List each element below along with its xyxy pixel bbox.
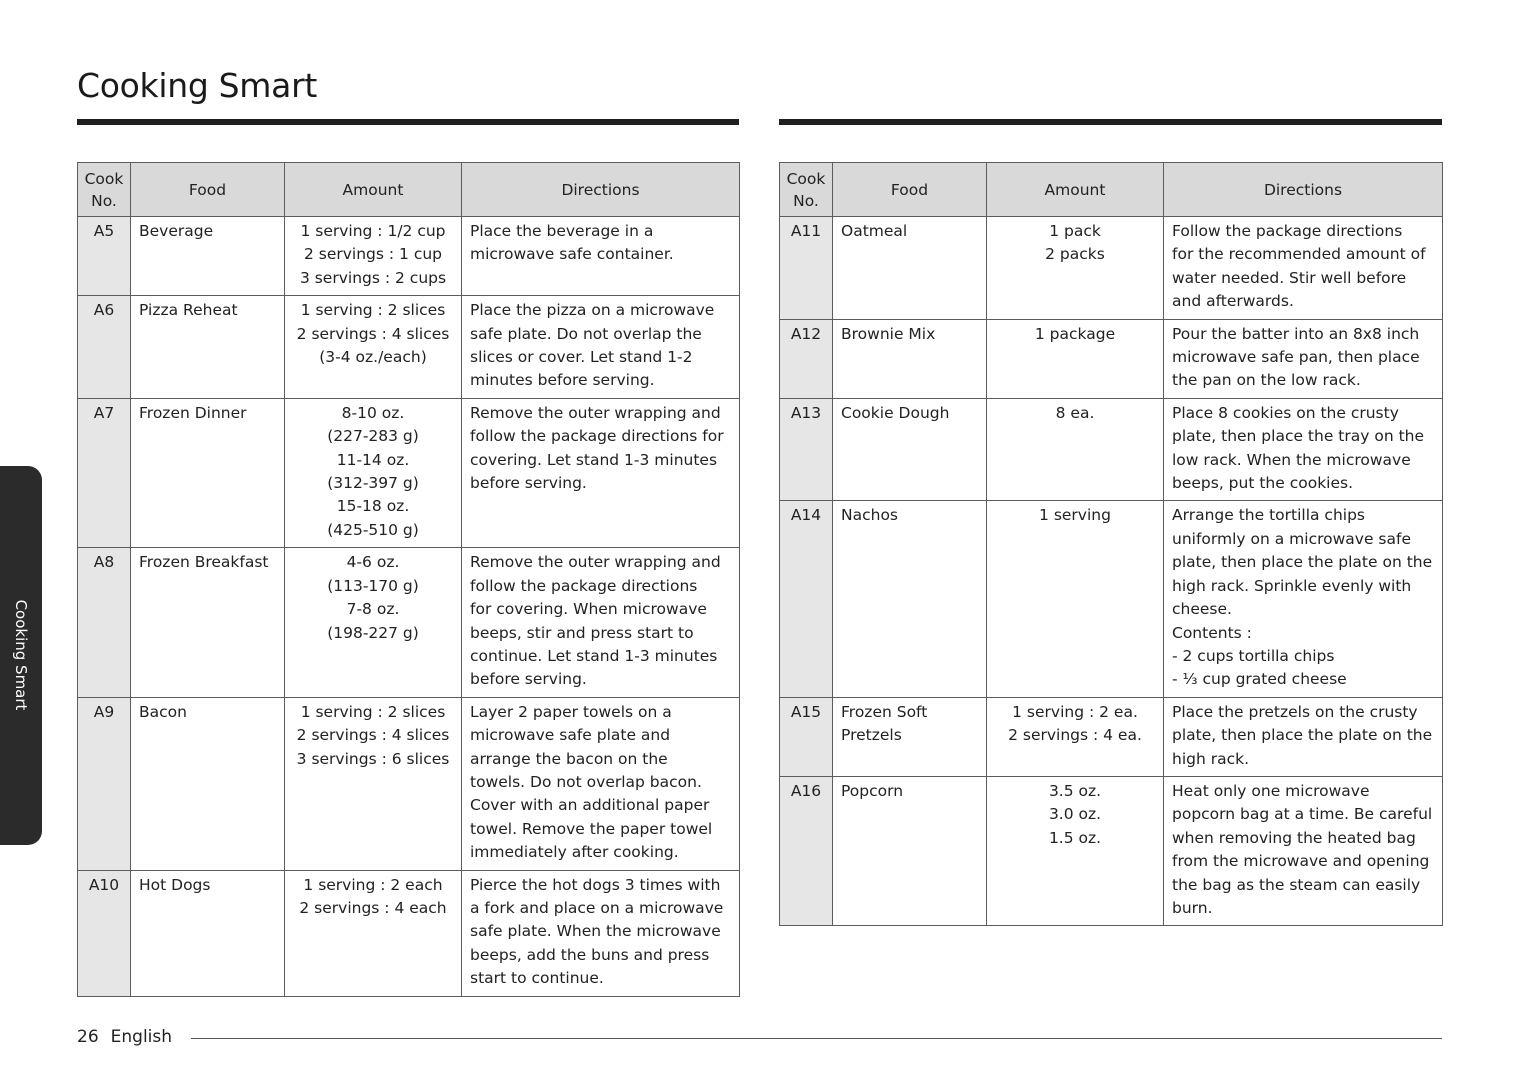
food-directions-line: uniformly on a microwave safe bbox=[1172, 529, 1411, 548]
food-directions-line: covering. Let stand 1-3 minutes bbox=[470, 450, 718, 469]
food-directions-line: Follow the package directions bbox=[1172, 222, 1403, 240]
food-directions bbox=[1164, 776, 1443, 925]
footer-language: English bbox=[110, 1027, 173, 1047]
food-amount-line: 1 serving : 2 ea. bbox=[1012, 702, 1138, 721]
food-name bbox=[833, 398, 987, 501]
food-directions-line: beeps, add the buns and press bbox=[470, 945, 710, 964]
food-directions-line: Arrange the tortilla chips bbox=[1172, 506, 1365, 525]
food-amount-line: 1.5 oz. bbox=[1048, 828, 1102, 847]
food-directions-line: towels. Do not overlap bacon. bbox=[470, 772, 702, 791]
food-amount-line: (3-4 oz./each) bbox=[319, 348, 427, 367]
page-number: 26 bbox=[77, 1027, 99, 1047]
food-amount-line: (425-510 g) bbox=[327, 520, 419, 539]
food-directions-line: cheese. bbox=[1172, 600, 1232, 619]
food-amount-line: 1 serving bbox=[1039, 506, 1111, 525]
food-amount bbox=[285, 398, 462, 547]
table-row bbox=[78, 217, 740, 296]
food-amount bbox=[285, 697, 462, 870]
food-amount-line: 3.5 oz. bbox=[1048, 781, 1102, 800]
food-amount bbox=[987, 398, 1164, 501]
food-amount-line: 2 servings : 4 slices bbox=[296, 324, 450, 343]
food-amount-line: 4-6 oz. bbox=[346, 553, 400, 572]
food-directions-line: before serving. bbox=[470, 670, 587, 689]
food-name bbox=[131, 548, 285, 697]
food-directions-line: burn. bbox=[1172, 898, 1213, 917]
header-directions: Directions bbox=[462, 163, 740, 217]
food-directions-line: towel. Remove the paper towel bbox=[470, 819, 713, 838]
food-directions bbox=[1164, 697, 1443, 776]
header-amount: Amount bbox=[285, 163, 462, 217]
food-directions bbox=[462, 697, 740, 870]
food-name-line: Beverage bbox=[139, 222, 214, 240]
food-amount-line: (113-170 g) bbox=[327, 576, 419, 595]
food-directions-line: Layer 2 paper towels on a bbox=[470, 702, 672, 721]
header-food: Food bbox=[833, 163, 987, 217]
table-row bbox=[78, 398, 740, 547]
food-amount-line: 1 serving : 2 slices bbox=[300, 702, 446, 721]
food-directions-line: - ⅓ cup grated cheese bbox=[1172, 670, 1347, 689]
food-directions-line: Cover with an additional paper bbox=[470, 796, 710, 815]
food-directions-line: Pierce the hot dogs 3 times with bbox=[470, 875, 721, 894]
cooking-table-right bbox=[779, 162, 1443, 926]
food-directions bbox=[1164, 319, 1443, 398]
side-section-tab-label: Cooking Smart bbox=[12, 599, 30, 711]
title-rule-left bbox=[77, 119, 739, 125]
food-amount-line: 1 serving : 2 slices bbox=[300, 301, 446, 320]
food-name bbox=[833, 697, 987, 776]
food-directions-line: safe plate. When the microwave bbox=[470, 922, 721, 941]
food-amount-line: 7-8 oz. bbox=[346, 600, 400, 619]
cook-number: A15 bbox=[780, 697, 833, 776]
food-directions-line: Remove the outer wrapping and bbox=[470, 553, 721, 572]
food-amount-line: 2 servings : 4 ea. bbox=[1008, 726, 1142, 745]
food-name-line: Bacon bbox=[139, 702, 187, 721]
food-amount-line: 15-18 oz. bbox=[336, 497, 410, 516]
food-name bbox=[131, 296, 285, 399]
food-name bbox=[833, 217, 987, 320]
food-amount-line: 2 packs bbox=[1045, 245, 1105, 264]
food-amount-line: 2 servings : 4 each bbox=[299, 898, 447, 917]
food-amount-line: 1 pack bbox=[1049, 222, 1101, 240]
food-directions-line: water needed. Stir well before bbox=[1172, 268, 1407, 287]
food-directions-line: beeps, stir and press start to bbox=[470, 623, 694, 642]
food-name-line: Hot Dogs bbox=[139, 875, 211, 894]
food-directions-line: arrange the bacon on the bbox=[470, 749, 668, 768]
cook-number: A10 bbox=[78, 870, 131, 996]
food-amount bbox=[987, 697, 1164, 776]
food-directions-line: plate, then place the tray on the bbox=[1172, 427, 1425, 446]
food-directions-line: microwave safe plate and bbox=[470, 726, 671, 745]
food-name-line: Frozen Breakfast bbox=[139, 553, 269, 572]
food-directions-line: for covering. When microwave bbox=[470, 600, 707, 619]
food-name bbox=[131, 217, 285, 296]
food-name-line: Cookie Dough bbox=[841, 403, 950, 422]
table-row bbox=[780, 697, 1443, 776]
page-footer bbox=[77, 1027, 172, 1047]
table-row bbox=[780, 217, 1443, 320]
food-directions bbox=[462, 548, 740, 697]
food-directions-line: the pan on the low rack. bbox=[1172, 371, 1361, 390]
food-directions-line: follow the package directions for bbox=[470, 427, 724, 446]
food-directions-line: beeps, put the cookies. bbox=[1172, 474, 1354, 493]
food-amount-line: 1 serving : 1/2 cup bbox=[300, 222, 446, 240]
table-row bbox=[78, 548, 740, 697]
food-amount-line: 3 servings : 6 slices bbox=[296, 749, 450, 768]
food-amount bbox=[987, 501, 1164, 697]
food-amount-line: (227-283 g) bbox=[327, 427, 419, 446]
food-amount bbox=[285, 548, 462, 697]
food-directions bbox=[1164, 217, 1443, 320]
table-header-row bbox=[780, 163, 1443, 217]
cook-number: A14 bbox=[780, 501, 833, 697]
food-amount-line: 2 servings : 4 slices bbox=[296, 726, 450, 745]
food-name bbox=[833, 501, 987, 697]
title-rule-right bbox=[779, 119, 1442, 125]
food-directions-line: Place the pizza on a microwave bbox=[470, 301, 715, 320]
cook-number: A13 bbox=[780, 398, 833, 501]
food-name bbox=[131, 398, 285, 547]
food-directions-line: high rack. bbox=[1172, 749, 1250, 768]
cook-number: A11 bbox=[780, 217, 833, 320]
food-amount bbox=[285, 296, 462, 399]
food-directions-line: continue. Let stand 1-3 minutes bbox=[470, 646, 718, 665]
food-directions-line: plate, then place the plate on the bbox=[1172, 726, 1433, 745]
food-name-line: Popcorn bbox=[841, 781, 904, 800]
food-amount-line: (312-397 g) bbox=[327, 474, 419, 493]
food-directions-line: Heat only one microwave bbox=[1172, 781, 1370, 800]
food-name-line: Frozen Dinner bbox=[139, 403, 247, 422]
food-directions-line: microwave safe container. bbox=[470, 245, 674, 264]
table-row bbox=[780, 501, 1443, 697]
food-directions-line: the bag as the steam can easily bbox=[1172, 875, 1421, 894]
food-name-line: Pizza Reheat bbox=[139, 301, 238, 320]
food-directions-line: when removing the heated bag bbox=[1172, 828, 1416, 847]
food-directions-line: high rack. Sprinkle evenly with bbox=[1172, 576, 1412, 595]
food-directions-line: slices or cover. Let stand 1-2 bbox=[470, 348, 693, 367]
food-amount-line: (198-227 g) bbox=[327, 623, 419, 642]
table-header-row bbox=[78, 163, 740, 217]
food-name-line: Nachos bbox=[841, 506, 898, 525]
food-directions bbox=[1164, 501, 1443, 697]
food-directions-line: Place 8 cookies on the crusty bbox=[1172, 403, 1399, 422]
food-directions bbox=[462, 296, 740, 399]
food-amount bbox=[987, 217, 1164, 320]
food-directions-line: before serving. bbox=[470, 474, 587, 493]
food-amount bbox=[987, 776, 1164, 925]
food-directions-line: Remove the outer wrapping and bbox=[470, 403, 721, 422]
food-amount-line: 8-10 oz. bbox=[341, 403, 405, 422]
food-name-line: Brownie Mix bbox=[841, 324, 936, 343]
header-directions: Directions bbox=[1164, 163, 1443, 217]
food-name bbox=[131, 870, 285, 996]
table-row bbox=[780, 398, 1443, 501]
food-directions-line: popcorn bag at a time. Be careful bbox=[1172, 805, 1433, 824]
food-name-line: Frozen Soft bbox=[841, 702, 928, 721]
header-food: Food bbox=[131, 163, 285, 217]
food-directions-line: and afterwards. bbox=[1172, 292, 1294, 311]
table-row bbox=[78, 296, 740, 399]
food-amount-line: 11-14 oz. bbox=[336, 450, 410, 469]
food-directions-line: Place the beverage in a bbox=[470, 222, 654, 240]
cook-number: A12 bbox=[780, 319, 833, 398]
food-directions-line: Contents : bbox=[1172, 623, 1252, 642]
table-row bbox=[78, 870, 740, 996]
food-amount bbox=[285, 870, 462, 996]
food-amount bbox=[285, 217, 462, 296]
food-directions-line: immediately after cooking. bbox=[470, 843, 679, 862]
food-directions-line: low rack. When the microwave bbox=[1172, 450, 1411, 469]
cook-number: A16 bbox=[780, 776, 833, 925]
header-cook-no: Cook No. bbox=[78, 163, 131, 217]
food-directions-line: - 2 cups tortilla chips bbox=[1172, 646, 1335, 665]
footer-rule bbox=[191, 1038, 1442, 1039]
food-directions-line: Place the pretzels on the crusty bbox=[1172, 702, 1418, 721]
food-directions-line: a fork and place on a microwave bbox=[470, 898, 724, 917]
food-directions-line: Pour the batter into an 8x8 inch bbox=[1172, 324, 1420, 343]
food-amount-line: 3.0 oz. bbox=[1048, 805, 1102, 824]
cook-number: A9 bbox=[78, 697, 131, 870]
food-amount-line: 3 servings : 2 cups bbox=[299, 268, 447, 287]
food-name bbox=[131, 697, 285, 870]
food-directions bbox=[462, 398, 740, 547]
food-directions bbox=[1164, 398, 1443, 501]
food-directions-line: microwave safe pan, then place bbox=[1172, 348, 1420, 367]
food-name bbox=[833, 319, 987, 398]
food-amount-line: 1 package bbox=[1034, 324, 1116, 343]
food-directions-line: follow the package directions bbox=[470, 576, 698, 595]
food-name-line: Oatmeal bbox=[841, 222, 908, 240]
table-row bbox=[78, 697, 740, 870]
food-directions-line: plate, then place the plate on the bbox=[1172, 553, 1433, 572]
food-name-line: Pretzels bbox=[841, 726, 902, 745]
cook-number: A7 bbox=[78, 398, 131, 547]
food-directions-line: start to continue. bbox=[470, 969, 604, 988]
food-amount-line: 1 serving : 2 each bbox=[303, 875, 443, 894]
cooking-table-left bbox=[77, 162, 740, 997]
food-directions bbox=[462, 870, 740, 996]
food-amount-line: 2 servings : 1 cup bbox=[303, 245, 443, 264]
food-amount-line: 8 ea. bbox=[1055, 403, 1095, 422]
table-row bbox=[780, 776, 1443, 925]
table-row bbox=[780, 319, 1443, 398]
food-directions-line: minutes before serving. bbox=[470, 371, 655, 390]
cook-number: A6 bbox=[78, 296, 131, 399]
food-name bbox=[833, 776, 987, 925]
cook-number: A8 bbox=[78, 548, 131, 697]
cook-number: A5 bbox=[78, 217, 131, 296]
page-title: Cooking Smart bbox=[77, 66, 317, 105]
food-amount bbox=[987, 319, 1164, 398]
header-cook-no: Cook No. bbox=[780, 163, 833, 217]
food-directions-line: for the recommended amount of bbox=[1172, 245, 1426, 264]
header-amount: Amount bbox=[987, 163, 1164, 217]
food-directions bbox=[462, 217, 740, 296]
food-directions-line: from the microwave and opening bbox=[1172, 852, 1430, 871]
food-directions-line: safe plate. Do not overlap the bbox=[470, 324, 702, 343]
